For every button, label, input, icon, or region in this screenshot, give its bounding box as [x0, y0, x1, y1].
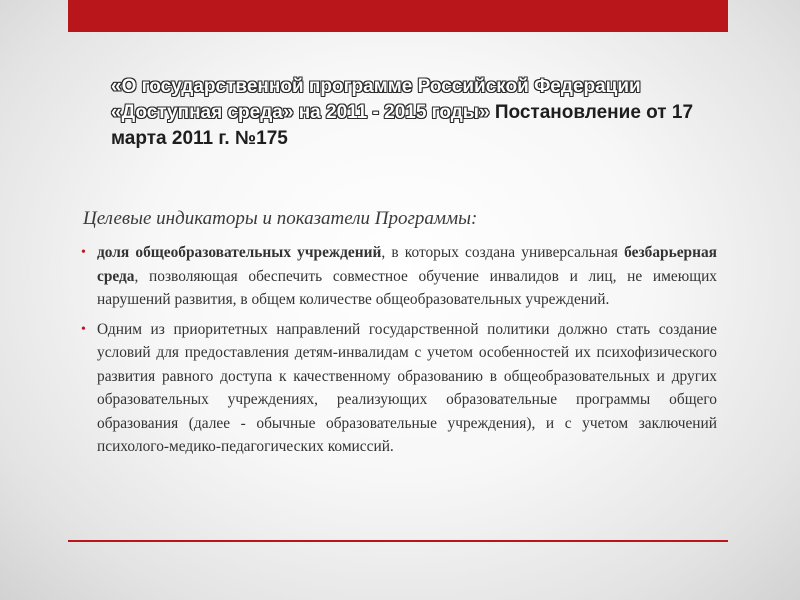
bullet-item-1: [81, 241, 717, 312]
bullet-item-2: [81, 318, 717, 459]
bullet-1-bold-1: доля общеобразовательных учреждений: [97, 244, 382, 261]
bullet-list: [81, 241, 717, 465]
top-accent-bar: [68, 0, 728, 32]
title-program-name-line-1: «О государственной программе Российской Федерации: [111, 76, 641, 97]
bullet-dot-icon: •: [81, 245, 86, 260]
bottom-accent-line: [68, 540, 728, 542]
bullet-1-text-2: , позволяющая обеспечить совместное обучение инвалидов и лиц, не имеющих нарушений развития, в общем количестве общеобразовательных учреждений.: [97, 267, 717, 308]
bullet-1-bold-2: безбарьерная среда: [97, 244, 718, 285]
bullet-1-text-1: , в которых создана универсальная: [381, 244, 625, 261]
slide-title: [111, 74, 711, 152]
bullet-dot-icon: •: [81, 321, 86, 337]
title-program-name-line-2: «Доступная среда» на 2011 - 2015 годы»: [111, 102, 490, 123]
title-resolution: Постановление от 17 марта 2011 г. №175: [111, 102, 694, 149]
bullet-2-text: Одним из приоритетных направлений государственной политики должно стать создание условий для предоставления детям-инвалидам с учетом особенностей их психофизического развития равного доступа к качественному образованию в общеобразовательных и других образовательных учреждениях, реализующих образовательные программы общего образования (далее - обычные образовательные учреждения), и с учетом заключений психолого-медико-педагогических комиссий.: [97, 320, 717, 455]
section-subheading: Целевые индикаторы и показатели Программы:: [83, 208, 478, 229]
